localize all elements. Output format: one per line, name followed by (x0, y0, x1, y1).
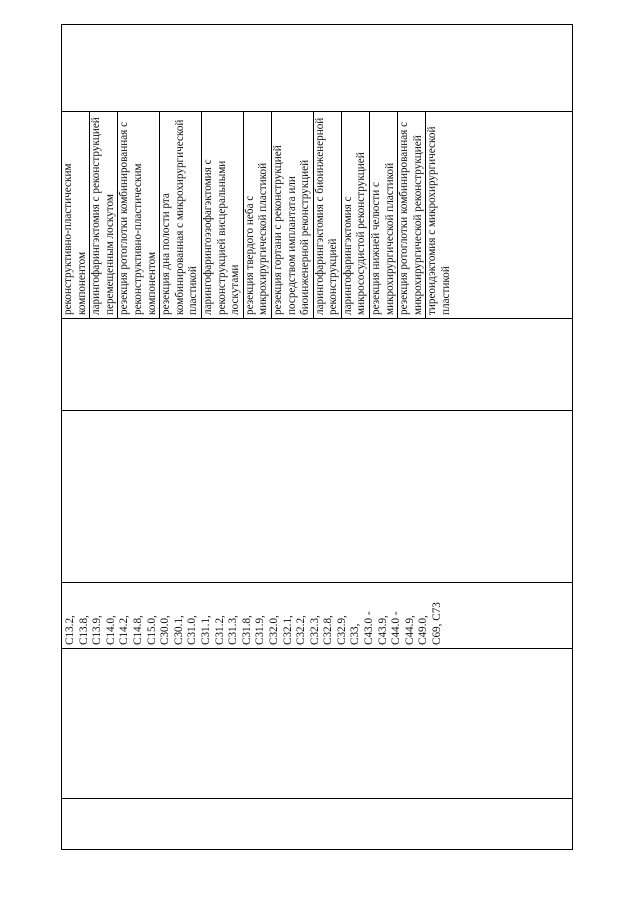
diagnosis-code: C30.1, (172, 615, 185, 645)
diagnosis-code: C32.1, (281, 615, 294, 645)
diagnosis-code: C30.0, (159, 615, 172, 645)
empty-cell-profile (62, 649, 573, 799)
procedure-item: ларингофарингоэзофагэктомия с реконструкцией висцеральными лоскутами (202, 112, 244, 318)
diagnosis-code: C44.9, (403, 615, 416, 645)
procedures-cell (62, 112, 573, 319)
empty-cell-cost (62, 25, 573, 112)
procedure-item: резекция нижней челюсти с микрохирургической пластикой (370, 112, 398, 318)
diagnosis-code: C14.8, (131, 615, 144, 645)
diagnosis-codes-cell (62, 583, 573, 649)
diagnosis-code: C13.9, (91, 615, 104, 645)
procedure-item: резекция ротоглотки комбинированная с микрохирургической реконструкцией (398, 112, 426, 318)
diagnosis-code: C31.8, (240, 615, 253, 645)
diagnosis-code: C43.0 - (363, 611, 376, 645)
diagnosis-code: C13.2, (64, 615, 76, 645)
diagnosis-code: C32.3, (308, 615, 321, 645)
empty-cell-number (62, 799, 573, 850)
procedure-item: ларингофарингэктомия с реконструкцией перемещенным лоскутом (90, 112, 118, 318)
diagnosis-code: C69, C73 (431, 602, 444, 645)
procedure-item: резекция дна полости рта комбинированная с микрохирургической пластикой (160, 112, 202, 318)
diagnosis-code: C15.0, (145, 615, 158, 645)
diagnosis-code: C49.0, (417, 615, 430, 645)
diagnosis-code: C31.1, (199, 615, 212, 645)
diagnosis-code: C33, (349, 623, 362, 645)
table-row (62, 25, 573, 850)
diagnosis-code: C31.3, (227, 615, 240, 645)
diagnosis-code: C32.2, (295, 615, 308, 645)
diagnosis-code: C14.0, (104, 615, 117, 645)
diagnosis-code: C14.2, (118, 615, 131, 645)
procedure-item: реконструктивно-пластическим компонентом (62, 112, 90, 318)
diagnosis-code: C32.9, (335, 615, 348, 645)
diagnosis-code: C31.0, (186, 615, 199, 645)
empty-cell-treatment-type (62, 319, 573, 411)
diagnosis-code: C13.8, (77, 615, 90, 645)
treatment-table (61, 24, 573, 850)
diagnosis-code: C43.9, (376, 615, 389, 645)
empty-cell-model (62, 411, 573, 583)
procedure-item: ларингофарингэктомия с биоинженерной реконструкцией (314, 112, 342, 318)
diagnosis-code: C31.2, (213, 615, 226, 645)
procedure-item: резекция твердого неба с микрохирургической пластикой (244, 112, 272, 318)
procedure-item: резекция ротоглотки комбинированная с реконструктивно-пластическим компонентом (118, 112, 160, 318)
diagnosis-code: C32.0, (267, 615, 280, 645)
diagnosis-code: C32.8, (322, 615, 335, 645)
procedure-item: ларингофарингэктомия с микрососудистой реконструкцией (342, 112, 370, 318)
rotated-table-page (61, 25, 573, 850)
diagnosis-code: C31.9, (254, 615, 267, 645)
procedure-item: тиреоидэктомия с микрохирургической пластикой (426, 126, 453, 315)
diagnosis-code: C44.0 - (390, 611, 403, 645)
procedure-item: резекция гортани с реконструкцией посредством имплантата или биоинженерной реконструкцией (272, 112, 314, 318)
